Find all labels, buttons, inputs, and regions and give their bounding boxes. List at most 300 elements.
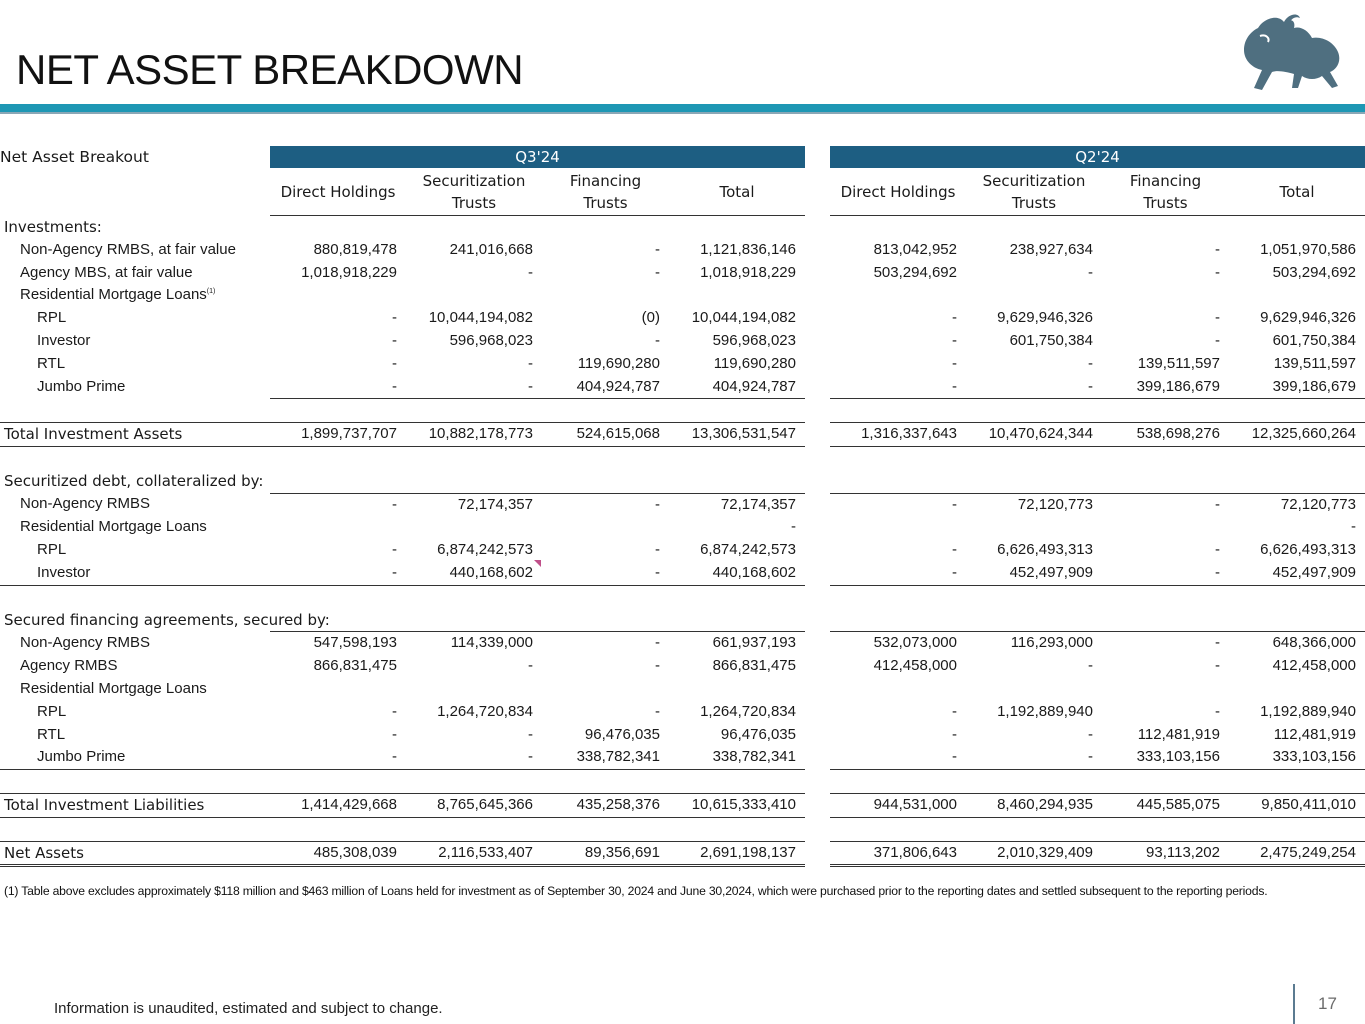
table-cell — [1229, 446, 1365, 469]
table-row — [0, 330, 1365, 353]
table-cell: 10,615,333,410 — [669, 793, 805, 817]
table-cell — [830, 470, 966, 493]
table-cell — [406, 516, 542, 539]
table-cell: - — [1088, 725, 1093, 743]
table-cell: 12,325,660,264 — [1229, 423, 1365, 447]
table-row — [0, 493, 1365, 516]
table-row — [0, 470, 1365, 493]
table-cell: - — [1351, 518, 1356, 536]
table-cell: 435,258,376 — [542, 793, 669, 817]
table-cell: - — [791, 518, 796, 536]
table-cell — [830, 216, 966, 239]
table-cell: 6,626,493,313 — [1260, 541, 1356, 559]
table-cell — [270, 678, 406, 701]
table-cell — [270, 216, 406, 239]
row-label: RPL — [37, 309, 67, 327]
table-cell: 9,629,946,326 — [1260, 309, 1356, 327]
table-cell: - — [392, 725, 397, 743]
table-cell — [406, 446, 542, 469]
page-title: NET ASSET BREAKDOWN — [16, 46, 524, 93]
table-cell: - — [1215, 702, 1220, 720]
table-cell: - — [1088, 354, 1093, 372]
table-cell: - — [270, 376, 406, 399]
col-direct-holdings-header: Direct Holdings — [270, 168, 406, 216]
table-cell: - — [1215, 541, 1220, 559]
table-cell: 399,186,679 — [1229, 376, 1365, 399]
row-label: Agency RMBS — [20, 657, 118, 675]
row-label: Total Investment Assets — [0, 423, 270, 447]
table-cell: 452,497,909 — [966, 562, 1102, 585]
comment-marker-icon — [534, 560, 541, 567]
table-row — [0, 609, 1365, 632]
row-label: Non-Agency RMBS — [20, 634, 151, 652]
table-cell — [270, 284, 406, 307]
table-cell: - — [392, 309, 397, 327]
table-cell — [1229, 470, 1365, 493]
table-cell: - — [952, 495, 957, 513]
table-cell: 547,598,193 — [313, 634, 397, 652]
table-cell: 241,016,668 — [449, 240, 533, 258]
table-cell: 333,103,156 — [1229, 746, 1365, 769]
table-cell — [966, 585, 1102, 608]
row-label: RPL — [37, 702, 67, 720]
table-cell: 1,018,918,229 — [700, 263, 796, 281]
table-cell: 1,192,889,940 — [1260, 702, 1356, 720]
row-label: RTL — [37, 354, 66, 372]
table-cell: 6,626,493,313 — [997, 541, 1093, 559]
table-cell — [1102, 609, 1229, 632]
table-cell: 9,850,411,010 — [1229, 793, 1365, 817]
table-cell: 1,899,737,707 — [270, 423, 406, 447]
spacer-row — [0, 817, 1365, 841]
table-cell: - — [952, 541, 957, 559]
table-cell — [1229, 399, 1365, 423]
header-rule-shadow — [0, 112, 1365, 114]
table-cell: 1,414,429,668 — [270, 793, 406, 817]
table-cell: 452,497,909 — [1229, 562, 1365, 585]
table-cell — [542, 678, 669, 701]
table-cell: - — [528, 657, 533, 675]
table-cell: - — [655, 702, 660, 720]
table-cell: 1,051,970,586 — [1260, 240, 1356, 258]
table-cell: - — [1215, 331, 1220, 349]
table-cell — [1229, 770, 1365, 794]
table-cell — [406, 470, 542, 493]
table-cell — [966, 678, 1102, 701]
table-cell: - — [655, 634, 660, 652]
table-cell: 601,750,384 — [1009, 331, 1093, 349]
table-cell: - — [542, 562, 669, 585]
table-cell: 1,264,720,834 — [700, 702, 796, 720]
footnote-ref: (1) — [206, 288, 216, 296]
table-cell — [270, 770, 406, 794]
table-cell: - — [952, 331, 957, 349]
table-cell: 96,476,035 — [584, 725, 660, 743]
table-row — [0, 423, 1365, 447]
table-cell — [542, 284, 669, 307]
table-cell: 72,174,357 — [457, 495, 533, 513]
table-cell — [830, 609, 966, 632]
page-number: 17 — [1318, 994, 1337, 1013]
net-asset-table — [0, 146, 1365, 867]
table-cell: - — [270, 746, 406, 769]
table-cell — [830, 770, 966, 794]
table-cell — [966, 516, 1102, 539]
row-label — [0, 399, 270, 423]
table-cell: - — [1102, 562, 1229, 585]
row-label: Residential Mortgage Loans$^{(1)}$ — [20, 286, 216, 304]
table-row — [0, 678, 1365, 701]
table-cell: 8,460,294,935 — [966, 793, 1102, 817]
table-cell: 601,750,384 — [1272, 331, 1356, 349]
table-cell: - — [1215, 263, 1220, 281]
table-cell: - — [528, 725, 533, 743]
table-cell: - — [952, 702, 957, 720]
table-cell: 412,458,000 — [873, 657, 957, 675]
table-cell: - — [830, 746, 966, 769]
table-cell: 440,168,602 — [669, 562, 805, 585]
table-cell — [669, 678, 805, 701]
table-cell — [966, 470, 1102, 493]
table-cell — [406, 609, 542, 632]
table-row — [0, 724, 1365, 747]
table-cell: 10,882,178,773 — [406, 423, 542, 447]
table-cell — [669, 470, 805, 493]
table-cell: 119,690,280 — [577, 354, 660, 372]
table-cell: 944,531,000 — [830, 793, 966, 817]
table-cell — [542, 216, 669, 239]
table-cell — [1102, 817, 1229, 841]
table-cell — [270, 817, 406, 841]
table-cell — [669, 817, 805, 841]
column-gap — [805, 146, 830, 168]
row-label: Investor — [37, 331, 91, 349]
table-cell: 880,819,478 — [313, 240, 397, 258]
table-cell — [542, 399, 669, 423]
row-label: Jumbo Prime — [0, 746, 270, 769]
row-label: Residential Mortgage Loans — [20, 679, 207, 697]
table-cell: - — [655, 495, 660, 513]
table-cell: 2,010,329,409 — [966, 841, 1102, 866]
period-q2-header: Q2'24 — [830, 146, 1365, 168]
table-cell — [669, 585, 805, 608]
table-cell — [669, 446, 805, 469]
table-cell: - — [406, 746, 542, 769]
row-label: Investor — [0, 562, 270, 585]
table-cell — [270, 470, 406, 493]
table-cell: 8,765,645,366 — [406, 793, 542, 817]
table-cell: 1,018,918,229 — [301, 263, 397, 281]
table-cell — [270, 585, 406, 608]
table-cell — [830, 284, 966, 307]
col-direct-holdings-header: Direct Holdings — [830, 168, 966, 216]
table-cell: 866,831,475 — [712, 657, 796, 675]
table-row — [0, 701, 1365, 724]
table-cell — [542, 585, 669, 608]
table-row — [0, 262, 1365, 285]
table-cell — [406, 678, 542, 701]
table-cell: 596,968,023 — [449, 331, 533, 349]
table-cell: 114,339,000 — [450, 634, 533, 652]
table-cell: - — [1215, 495, 1220, 513]
table-cell — [966, 399, 1102, 423]
col-financing-trusts-header: Financing Trusts — [542, 168, 669, 216]
row-label: Net Assets — [0, 841, 270, 866]
table-cell: - — [270, 562, 406, 585]
table-cell: 112,481,919 — [1137, 725, 1220, 743]
table-cell: - — [528, 354, 533, 372]
table-cell — [1102, 470, 1229, 493]
table-cell — [966, 770, 1102, 794]
table-cell — [966, 609, 1102, 632]
breakout-label: Net Asset Breakout — [0, 148, 149, 166]
row-label: Residential Mortgage Loans — [20, 518, 207, 536]
table-cell: 503,294,692 — [873, 263, 957, 281]
row-label — [0, 585, 270, 608]
table-cell: 485,308,039 — [270, 841, 406, 866]
table-row — [0, 216, 1365, 239]
col-securitization-trusts-header: Securitization Trusts — [406, 168, 542, 216]
table-cell — [406, 585, 542, 608]
table-row — [0, 307, 1365, 330]
table-cell: - — [655, 657, 660, 675]
table-cell — [406, 216, 542, 239]
table-cell: - — [830, 376, 966, 399]
table-cell — [966, 216, 1102, 239]
table-cell — [1102, 585, 1229, 608]
table-cell: - — [952, 309, 957, 327]
table-cell: 13,306,531,547 — [669, 423, 805, 447]
table-cell: 9,629,946,326 — [997, 309, 1093, 327]
table-row — [0, 376, 1365, 399]
table-cell — [966, 446, 1102, 469]
table-cell — [669, 399, 805, 423]
table-cell — [406, 817, 542, 841]
table-cell: 1,264,720,834 — [437, 702, 533, 720]
table-cell — [270, 516, 406, 539]
table-cell: 1,192,889,940 — [997, 702, 1093, 720]
table-cell: 338,782,341 — [669, 746, 805, 769]
table-cell — [1229, 817, 1365, 841]
table-row — [0, 632, 1365, 655]
table-cell: 532,073,000 — [873, 634, 957, 652]
table-cell — [542, 817, 669, 841]
table-cell: 404,924,787 — [669, 376, 805, 399]
table-cell — [1229, 284, 1365, 307]
table-cell: 96,476,035 — [720, 725, 796, 743]
row-label: Agency MBS, at fair value — [20, 263, 193, 281]
table-cell: - — [830, 562, 966, 585]
table-cell — [542, 446, 669, 469]
table-cell — [830, 585, 966, 608]
table-cell: 440,168,602 — [406, 562, 542, 585]
table-cell: - — [528, 263, 533, 281]
table-cell — [1229, 585, 1365, 608]
table-cell: - — [392, 541, 397, 559]
row-label: Secured financing agreements, secured by: — [4, 610, 330, 629]
table-cell: 6,874,242,573 — [437, 541, 533, 559]
table-cell — [542, 609, 669, 632]
disclaimer: Information is unaudited, estimated and subject to change. — [54, 1000, 443, 1017]
table-row — [0, 284, 1365, 307]
table-cell: - — [1088, 263, 1093, 281]
table-cell — [669, 609, 805, 632]
table-cell: 399,186,679 — [1102, 376, 1229, 399]
row-label — [0, 446, 270, 469]
table-cell — [406, 770, 542, 794]
column-header-row — [0, 168, 1365, 216]
table-cell: 2,475,249,254 — [1229, 841, 1365, 866]
table-cell — [966, 817, 1102, 841]
row-label: Jumbo Prime — [37, 377, 126, 395]
table-cell: - — [1215, 240, 1220, 258]
table-row — [0, 539, 1365, 562]
table-cell: 6,874,242,573 — [700, 541, 796, 559]
footnote: (1) Table above excludes approximately $118 million and $463 million of Loans held for investment as of September 30, 2024 and June 30,2024, which were purchased prior to the reporting dates and settled subsequent to the reporting periods. — [4, 884, 1268, 898]
table-cell: 596,968,023 — [712, 331, 796, 349]
table-cell: 412,458,000 — [1272, 657, 1356, 675]
row-label: Total Investment Liabilities — [0, 793, 270, 817]
table-cell: - — [392, 354, 397, 372]
table-cell — [406, 284, 542, 307]
table-cell: 538,698,276 — [1102, 423, 1229, 447]
table-cell: - — [392, 495, 397, 513]
table-cell: 116,293,000 — [1010, 634, 1093, 652]
row-label: Securitized debt, collateralized by: — [4, 472, 264, 491]
table-cell — [1102, 399, 1229, 423]
table-cell — [1102, 446, 1229, 469]
table-cell: 89,356,691 — [542, 841, 669, 866]
table-cell: 445,585,075 — [1102, 793, 1229, 817]
table-cell: 648,366,000 — [1272, 634, 1356, 652]
table-row — [0, 841, 1365, 866]
table-cell — [1102, 284, 1229, 307]
row-label: Non-Agency RMBS, at fair value — [20, 240, 236, 258]
row-label: RPL — [37, 541, 67, 559]
table-row — [0, 562, 1365, 585]
table-cell: (0) — [641, 309, 660, 327]
table-cell — [542, 470, 669, 493]
table-cell — [966, 284, 1102, 307]
table-cell: 139,511,597 — [1137, 354, 1220, 372]
table-cell: - — [406, 376, 542, 399]
table-cell: 524,615,068 — [542, 423, 669, 447]
table-cell: 813,042,952 — [873, 240, 957, 258]
table-cell: 404,924,787 — [542, 376, 669, 399]
col-financing-trusts-header: Financing Trusts — [1102, 168, 1229, 216]
row-label: Non-Agency RMBS — [20, 495, 151, 513]
table-cell — [669, 216, 805, 239]
table-cell: 139,511,597 — [1273, 354, 1356, 372]
table-row — [0, 239, 1365, 262]
table-cell — [542, 770, 669, 794]
table-cell: - — [952, 354, 957, 372]
table-cell: 503,294,692 — [1272, 263, 1356, 281]
table-cell — [1102, 516, 1229, 539]
header-rule — [0, 104, 1365, 112]
table-cell — [1102, 770, 1229, 794]
table-cell — [1229, 609, 1365, 632]
table-cell: 1,121,836,146 — [700, 240, 796, 258]
period-q3-header: Q3'24 — [270, 146, 805, 168]
table-cell — [1229, 216, 1365, 239]
table-cell: - — [392, 331, 397, 349]
col-total-header: Total — [1229, 168, 1365, 216]
table-row — [0, 655, 1365, 678]
table-cell — [1102, 216, 1229, 239]
table-cell — [542, 516, 669, 539]
table-cell: 72,120,773 — [1280, 495, 1356, 513]
row-label — [0, 770, 270, 794]
table-cell: 72,120,773 — [1017, 495, 1093, 513]
table-cell: 661,937,193 — [712, 634, 796, 652]
table-cell: 119,690,280 — [713, 354, 796, 372]
page-number-divider — [1293, 984, 1295, 1024]
table-cell: 10,044,194,082 — [691, 309, 796, 327]
table-cell: 371,806,643 — [830, 841, 966, 866]
col-securitization-trusts-header: Securitization Trusts — [966, 168, 1102, 216]
spacer-row — [0, 446, 1365, 469]
row-label: RTL — [37, 725, 66, 743]
table-cell: - — [655, 240, 660, 258]
table-cell: 10,470,624,344 — [966, 423, 1102, 447]
table-row — [0, 516, 1365, 539]
table-cell: - — [1215, 309, 1220, 327]
table-cell: - — [1215, 657, 1220, 675]
row-label — [0, 817, 270, 841]
table-cell: 10,044,194,082 — [428, 309, 533, 327]
table-row — [0, 353, 1365, 376]
table-cell — [830, 516, 966, 539]
table-cell — [1102, 678, 1229, 701]
table-cell: - — [655, 541, 660, 559]
spacer-row — [0, 585, 1365, 608]
table-cell — [830, 399, 966, 423]
table-cell: 2,116,533,407 — [406, 841, 542, 866]
table-cell: 238,927,634 — [1009, 240, 1093, 258]
table-cell — [406, 399, 542, 423]
table-cell: - — [655, 331, 660, 349]
table-cell — [270, 399, 406, 423]
table-cell: - — [952, 725, 957, 743]
table-cell: 112,481,919 — [1273, 725, 1356, 743]
table-cell: 338,782,341 — [542, 746, 669, 769]
table-cell: 2,691,198,137 — [669, 841, 805, 866]
spacer-row — [0, 770, 1365, 794]
table-cell — [830, 446, 966, 469]
table-cell: - — [1088, 657, 1093, 675]
table-cell: - — [966, 376, 1102, 399]
period-header-row — [0, 146, 1365, 168]
table-cell: 1,316,337,643 — [830, 423, 966, 447]
spacer-row — [0, 399, 1365, 423]
table-cell — [830, 678, 966, 701]
table-cell — [669, 770, 805, 794]
table-cell: 333,103,156 — [1102, 746, 1229, 769]
table-cell — [1229, 678, 1365, 701]
table-cell: - — [1215, 634, 1220, 652]
table-cell — [669, 284, 805, 307]
table-row — [0, 793, 1365, 817]
table-cell — [270, 446, 406, 469]
table-cell: 93,113,202 — [1102, 841, 1229, 866]
lion-logo-icon — [1238, 14, 1348, 94]
col-total-header: Total — [669, 168, 805, 216]
table-cell: - — [966, 746, 1102, 769]
table-cell: 866,831,475 — [313, 657, 397, 675]
table-row — [0, 746, 1365, 769]
row-label: Investments: — [4, 217, 102, 236]
